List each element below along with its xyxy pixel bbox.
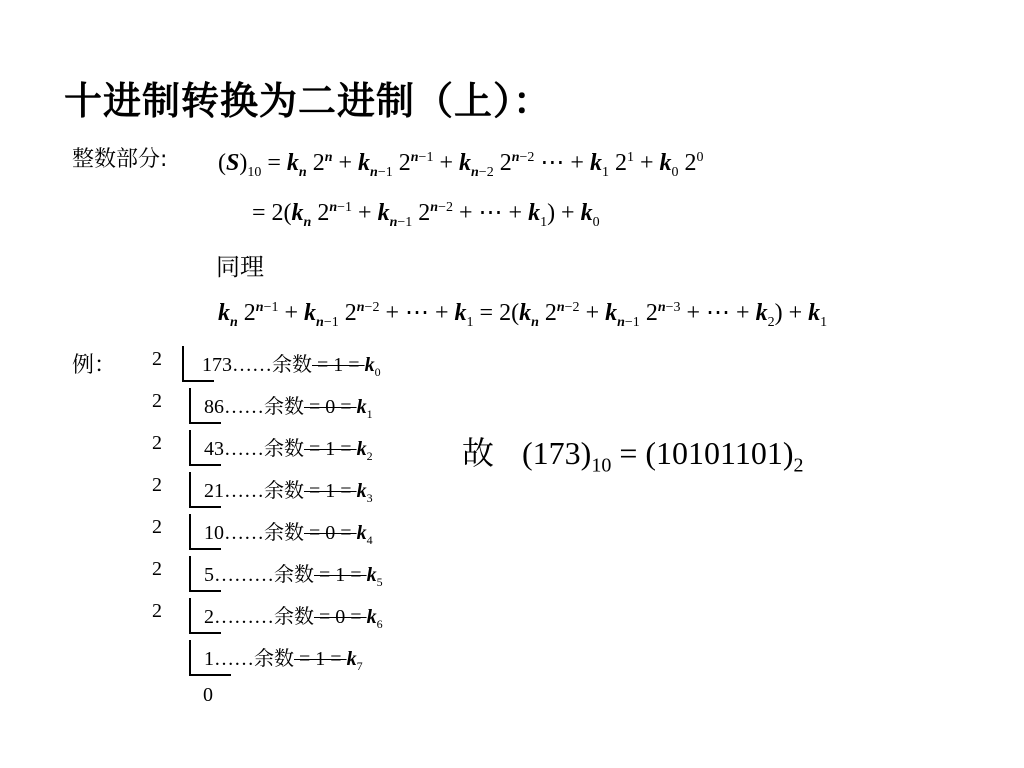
therefore-label: 故 — [462, 434, 495, 472]
dividend: 2 — [204, 606, 214, 628]
conversion-result — [462, 428, 804, 477]
divisor: 2 — [152, 474, 162, 496]
dots: …… — [224, 522, 264, 544]
remainder-word: 余数 — [274, 562, 314, 586]
dividend: 43 — [204, 438, 224, 460]
remainder-word: 余数 — [264, 394, 304, 418]
dividend: 1 — [204, 648, 214, 670]
dots: …… — [214, 648, 254, 670]
decimal-base: 10 — [591, 454, 612, 477]
division-row — [0, 388, 1024, 420]
divisor: 2 — [152, 348, 162, 370]
k-coefficient: $k_4$ — [356, 522, 373, 547]
division-row — [0, 514, 1024, 546]
dividend: 173 — [202, 354, 232, 376]
division-content — [204, 558, 383, 590]
remainder-word: 余数 — [264, 520, 304, 544]
dividend: 21 — [204, 480, 224, 502]
division-content — [204, 642, 363, 674]
dividend: 86 — [204, 396, 224, 418]
remainder-value: = 1 = — [304, 480, 357, 502]
divisor: 2 — [152, 600, 162, 622]
k-index: 2 — [366, 449, 373, 463]
divisor: 2 — [152, 558, 162, 580]
k-index: 5 — [376, 575, 383, 589]
k-coefficient: $k_7$ — [346, 648, 363, 673]
k-coefficient: $k_3$ — [356, 480, 373, 505]
remainder-value: = 1 = — [304, 438, 357, 460]
final-quotient: 0 — [203, 684, 213, 706]
divisor: 2 — [152, 516, 162, 538]
binary-base: 2 — [793, 454, 804, 477]
remainder-value: = 1 = — [314, 564, 367, 586]
remainder-value: = 1 = — [294, 648, 347, 670]
dots: …… — [224, 438, 264, 460]
remainder-word: 余数 — [264, 436, 304, 460]
equation-line-1: $(S)_{10} = k_n$ $2^n + k_{n-1}$ $2^{n-1} + k_{n-2}$ $2^{n-2}$ ⋯ + $k_1$ $2^1 + k_0$ $2^0$ — [218, 150, 704, 180]
equals-sign: = — [619, 435, 638, 471]
decimal-value: (173) — [522, 435, 592, 471]
binary-value: (10101101) — [645, 435, 794, 471]
remainder-value: = 0 = — [304, 396, 357, 418]
remainder-value: = 0 = — [304, 522, 357, 544]
remainder-word: 余数 — [272, 352, 312, 376]
k-coefficient: $k_2$ — [356, 438, 373, 463]
division-content — [204, 516, 373, 548]
division-row — [0, 640, 1024, 672]
equation-line-3: $k_n$ $2^{n-1} + k_{n-1}$ $2^{n-2}$ + ⋯ + $k_1 = 2(k_n$ $2^{n-2} + k_{n-1}$ $2^{n-3}$ + ⋯ + $k_2) + k_1$ — [218, 300, 828, 330]
k-coefficient: $k_1$ — [356, 396, 373, 421]
k-index: 6 — [376, 617, 383, 631]
k-index: 7 — [356, 659, 363, 673]
dots: …… — [232, 354, 272, 376]
dots: …… — [224, 396, 264, 418]
dots: ……… — [214, 564, 274, 586]
k-index: 4 — [366, 533, 373, 547]
k-coefficient: $k_6$ — [366, 606, 383, 631]
division-content — [204, 432, 373, 464]
division-row — [0, 598, 1024, 630]
divisor: 2 — [152, 432, 162, 454]
division-content — [204, 600, 383, 632]
k-index: 1 — [366, 407, 373, 421]
dividend: 10 — [204, 522, 224, 544]
divisor: 2 — [152, 390, 162, 412]
remainder-value: = 0 = — [314, 606, 367, 628]
k-index: 3 — [366, 491, 373, 505]
integer-part-label: 整数部分: — [72, 147, 168, 172]
dots: …… — [224, 480, 264, 502]
division-content — [204, 474, 373, 506]
tongli-label: 同理 — [216, 253, 264, 281]
k-coefficient: $k_5$ — [366, 564, 383, 589]
equation-line-2: = $2(k_n$ $2^{n-1} + k_{n-1}$ $2^{n-2}$ + ⋯ + $k_1) + k_0$ — [252, 200, 600, 230]
remainder-value: = 1 = — [312, 354, 365, 376]
remainder-word: 余数 — [274, 604, 314, 628]
remainder-word: 余数 — [254, 646, 294, 670]
slide-title: 十进制转换为二进制（上）： — [64, 79, 553, 123]
division-row — [0, 346, 1024, 378]
division-row — [0, 556, 1024, 588]
k-index: 0 — [374, 365, 381, 379]
dividend: 5 — [204, 564, 214, 586]
remainder-word: 余数 — [264, 478, 304, 502]
dots: ……… — [214, 606, 274, 628]
division-content — [202, 348, 381, 380]
example-label: 例： — [72, 353, 117, 378]
division-content — [204, 390, 373, 422]
k-coefficient: $k_0$ — [364, 354, 381, 379]
